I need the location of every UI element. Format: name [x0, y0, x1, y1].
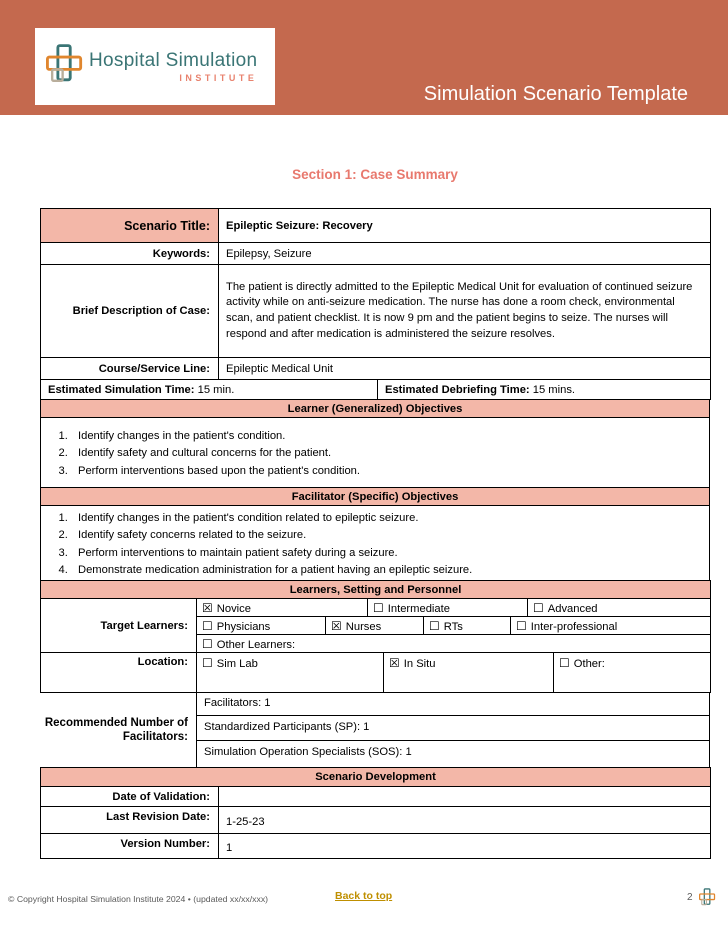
case-summary-table: [40, 208, 711, 380]
course-service-line-label: Course/Service Line:: [41, 358, 219, 380]
logo-text-primary: Hospital Simulation: [89, 50, 258, 71]
standardized-participants-count: Standardized Participants (SP): 1: [197, 716, 709, 741]
back-to-top-link[interactable]: Back to top: [335, 890, 393, 902]
estimated-debriefing-time-value: 15 mins.: [532, 383, 576, 396]
estimated-simulation-time-cell: [41, 380, 378, 400]
checkbox-label: Other Learners:: [216, 638, 296, 651]
table-row: [41, 380, 711, 400]
version-number-label: Version Number:: [41, 834, 219, 859]
table-row: [41, 581, 711, 599]
checkbox-label: Inter-professional: [530, 620, 618, 633]
checkbox-option-physicians: [197, 617, 326, 635]
checkbox-label: RTs: [443, 620, 463, 633]
table-row: [41, 768, 711, 787]
learner-objectives-table: [40, 399, 710, 488]
estimated-debriefing-time-label: Estimated Debriefing Time:: [385, 383, 530, 396]
objective-item: 3. Perform interventions to maintain patient safety during a seizure.: [71, 545, 709, 563]
page-content: [40, 115, 710, 859]
scenario-title-value: Epileptic Seizure: Recovery: [219, 209, 711, 243]
hospital-cross-logo-icon: [46, 43, 84, 91]
logo-text: [89, 50, 257, 83]
checkbox-option-inter-professional: [511, 617, 711, 635]
learners-setting-table: [40, 580, 711, 693]
page-number: 2: [687, 892, 693, 903]
brief-description-label: Brief Description of Case:: [41, 265, 219, 358]
checkbox-icon[interactable]: ☐: [373, 600, 384, 615]
objective-item: 3. Perform interventions based upon the patient's condition.: [71, 463, 709, 481]
date-of-validation-value: [219, 787, 711, 807]
checkbox-icon[interactable]: ☒: [389, 656, 400, 670]
hospital-cross-footer-icon: [699, 888, 716, 909]
facilitators-count: Facilitators: 1: [197, 692, 709, 716]
table-row: [41, 400, 710, 418]
table-row: [41, 506, 710, 581]
last-revision-date-value: 1-25-23: [219, 807, 711, 834]
checkbox-label: Sim Lab: [216, 658, 258, 670]
copyright-text: © Copyright Hospital Simulation Institute 2024 • (updated xx/xx/xxx): [8, 894, 269, 904]
facilitators-box: [196, 692, 710, 768]
learners-setting-heading: Learners, Setting and Personnel: [41, 581, 711, 599]
checkbox-label: In Situ: [403, 658, 436, 670]
checkbox-icon[interactable]: ☐: [202, 636, 213, 651]
facilitator-objectives-heading: Facilitator (Specific) Objectives: [41, 488, 710, 506]
checkbox-icon[interactable]: ☐: [516, 618, 527, 633]
checkbox-icon[interactable]: ☐: [202, 618, 213, 633]
page-header-band: [0, 0, 728, 115]
checkbox-label: Novice: [216, 602, 251, 615]
scenario-development-table: [40, 767, 711, 859]
logo: [35, 28, 275, 105]
checkbox-label: Nurses: [345, 620, 382, 633]
table-row: [41, 265, 711, 358]
table-row: [41, 807, 711, 834]
recommended-facilitators-label: Recommended Number of Facilitators:: [44, 716, 188, 743]
table-row: [41, 653, 711, 693]
checkbox-icon[interactable]: ☐: [429, 618, 440, 633]
date-of-validation-label: Date of Validation:: [41, 787, 219, 807]
checkbox-icon[interactable]: ☐: [202, 656, 213, 670]
checkbox-option-other-learners: [197, 635, 711, 653]
checkbox-option-rts: [424, 617, 511, 635]
objective-item: 1. Identify changes in the patient's condition related to epileptic seizure.: [71, 510, 709, 528]
objective-item: 2. Identify safety and cultural concerns for the patient.: [71, 445, 709, 463]
last-revision-date-label: Last Revision Date:: [41, 807, 219, 834]
brief-description-value: The patient is directly admitted to the Epileptic Medical Unit for evaluation of continued seizure activity while on anti-seizure medication. The nurse has done a room check, environmental scan, and patient checklist. It is now 9 pm and the patient begins to seize. The nurses will respond and after medication is administered the seizure resolves.: [219, 265, 711, 358]
course-service-line-value: Epileptic Medical Unit: [219, 358, 711, 380]
checkbox-icon[interactable]: ☐: [533, 600, 544, 615]
checkbox-icon[interactable]: ☒: [331, 618, 342, 633]
checkbox-label: Advanced: [547, 602, 598, 615]
document-title: Simulation Scenario Template: [423, 83, 688, 105]
table-row: [41, 488, 710, 506]
logo-text-secondary: INSTITUTE: [179, 73, 258, 83]
facilitators-group: [40, 692, 710, 768]
checkbox-option-advanced: [528, 599, 711, 617]
learner-objectives-heading: Learner (Generalized) Objectives: [41, 400, 710, 418]
scenario-title-label: Scenario Title:: [41, 209, 219, 243]
checkbox-icon[interactable]: ☐: [559, 656, 570, 670]
facilitator-objectives-table: [40, 487, 710, 581]
table-row: [41, 209, 711, 243]
checkbox-label: Physicians: [216, 620, 271, 633]
keywords-value: Epilepsy, Seizure: [219, 243, 711, 265]
checkbox-icon[interactable]: ☒: [202, 600, 213, 615]
learner-objectives-list: [41, 428, 709, 481]
learner-objectives-list-cell: [41, 418, 710, 488]
checkbox-option-nurses: [326, 617, 424, 635]
checkbox-option-novice: [197, 599, 368, 617]
checkbox-label: Other:: [573, 658, 605, 670]
checkbox-label: Intermediate: [387, 602, 450, 615]
checkbox-option-location-other: [554, 653, 711, 693]
table-row: [41, 243, 711, 265]
facilitator-objectives-list-cell: [41, 506, 710, 581]
objective-item: 4. Demonstrate medication administration for a patient having an epileptic seizure.: [71, 562, 709, 580]
objective-item: 2. Identify safety concerns related to the seizure.: [71, 527, 709, 545]
estimated-times-table: [40, 379, 711, 400]
section-heading: Section 1: Case Summary: [292, 167, 458, 182]
keywords-label: Keywords:: [41, 243, 219, 265]
scenario-development-heading: Scenario Development: [41, 768, 711, 787]
table-row: [41, 418, 710, 488]
facilitator-objectives-list: [41, 510, 709, 580]
estimated-simulation-time-value: 15 min.: [197, 383, 235, 396]
version-number-value: 1: [219, 834, 711, 859]
table-row: [41, 834, 711, 859]
checkbox-option-intermediate: [368, 599, 528, 617]
target-learners-label: Target Learners:: [41, 599, 197, 653]
location-label: Location:: [41, 653, 197, 693]
simulation-operation-specialists-count: Simulation Operation Specialists (SOS): 1: [204, 746, 412, 758]
table-row: [41, 358, 711, 380]
page-footer: [0, 884, 728, 918]
table-row: [41, 599, 711, 617]
estimated-simulation-time-label: Estimated Simulation Time:: [48, 383, 195, 396]
checkbox-option-sim-lab: [197, 653, 384, 693]
table-row: [41, 787, 711, 807]
checkbox-option-in-situ: [384, 653, 554, 693]
estimated-debriefing-time-cell: [378, 380, 711, 400]
objective-item: 1. Identify changes in the patient's condition.: [71, 428, 709, 446]
